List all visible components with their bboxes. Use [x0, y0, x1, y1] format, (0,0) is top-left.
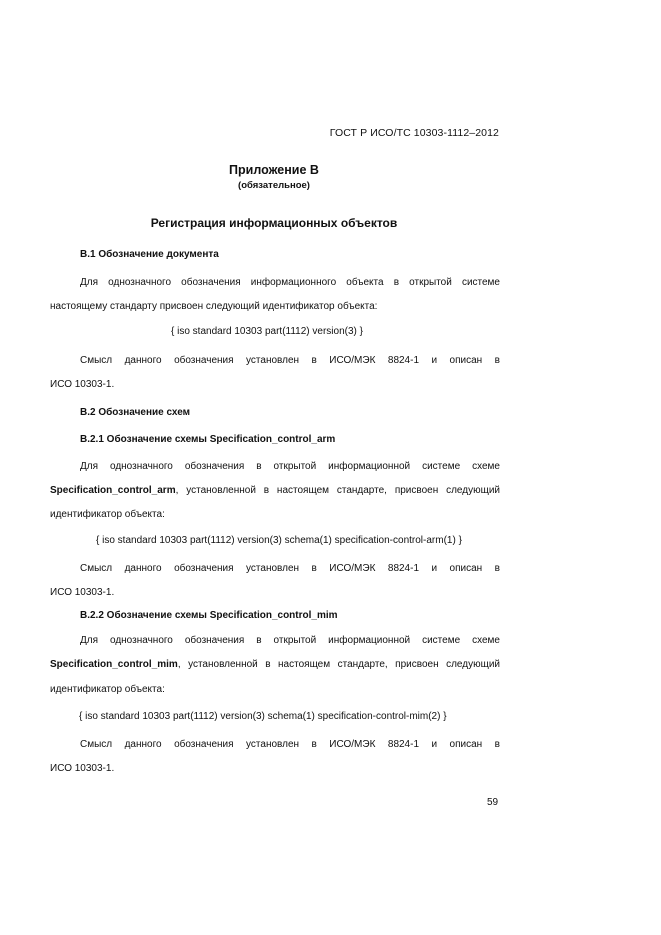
b22-identifier: { iso standard 10303 part(1112) version(3) schema(1) specification-control-mim(2) }: [79, 711, 447, 722]
b1-para1-line1: Для однозначного обозначения информационного объекта в открытой системе: [80, 277, 500, 288]
b22-para1-line2: [50, 658, 500, 671]
b21-para1-line3: идентификатор объекта:: [50, 509, 165, 520]
b22-para1-line1: Для однозначного обозначения в открытой информационной системе схеме: [80, 635, 500, 646]
b21-para2-line1: Смысл данного обозначения установлен в ИСО/МЭК 8824-1 и описан в: [80, 563, 500, 574]
appendix-title: Приложение В: [229, 163, 319, 177]
heading-b22: В.2.2 Обозначение схемы Specification_control_mim: [80, 610, 338, 621]
b21-para1-line2-rest: , установленной в настоящем стандарте, присвоен следующий: [175, 485, 500, 496]
schema-name-arm: Specification_control_arm: [50, 485, 176, 496]
b1-para1-line2: настоящему стандарту присвоен следующий идентификатор объекта:: [50, 301, 378, 312]
b1-para2-line1: Смысл данного обозначения установлен в ИСО/МЭК 8824-1 и описан в: [80, 355, 500, 366]
b21-para2-line2: ИСО 10303-1.: [50, 587, 115, 598]
b22-para2-line2: ИСО 10303-1.: [50, 763, 115, 774]
heading-b2: В.2 Обозначение схем: [80, 407, 191, 418]
standard-header: ГОСТ Р ИСО/ТС 10303-1112–2012: [329, 127, 499, 139]
schema-name-mim: Specification_control_mim: [50, 659, 178, 670]
b21-para1-line1: Для однозначного обозначения в открытой информационной системе схеме: [80, 461, 500, 472]
b1-para2-line2: ИСО 10303-1.: [50, 379, 115, 390]
heading-b1: В.1 Обозначение документа: [80, 249, 219, 260]
heading-b21: В.2.1 Обозначение схемы Specification_control_arm: [80, 434, 336, 445]
b21-identifier: { iso standard 10303 part(1112) version(3) schema(1) specification-control-arm(1) }: [96, 535, 462, 546]
b21-para1-line2: [50, 484, 500, 497]
b22-para1-line2-rest: , установленной в настоящем стандарте, присвоен следующий: [177, 659, 500, 670]
b1-identifier: { iso standard 10303 part(1112) version(3) }: [171, 326, 363, 337]
page-number: 59: [487, 797, 499, 808]
section-title: Регистрация информационных объектов: [150, 216, 398, 230]
b22-para1-line3: идентификатор объекта:: [50, 684, 165, 695]
appendix-subtitle: (обязательное): [238, 180, 310, 191]
b22-para2-line1: Смысл данного обозначения установлен в ИСО/МЭК 8824-1 и описан в: [80, 739, 500, 750]
